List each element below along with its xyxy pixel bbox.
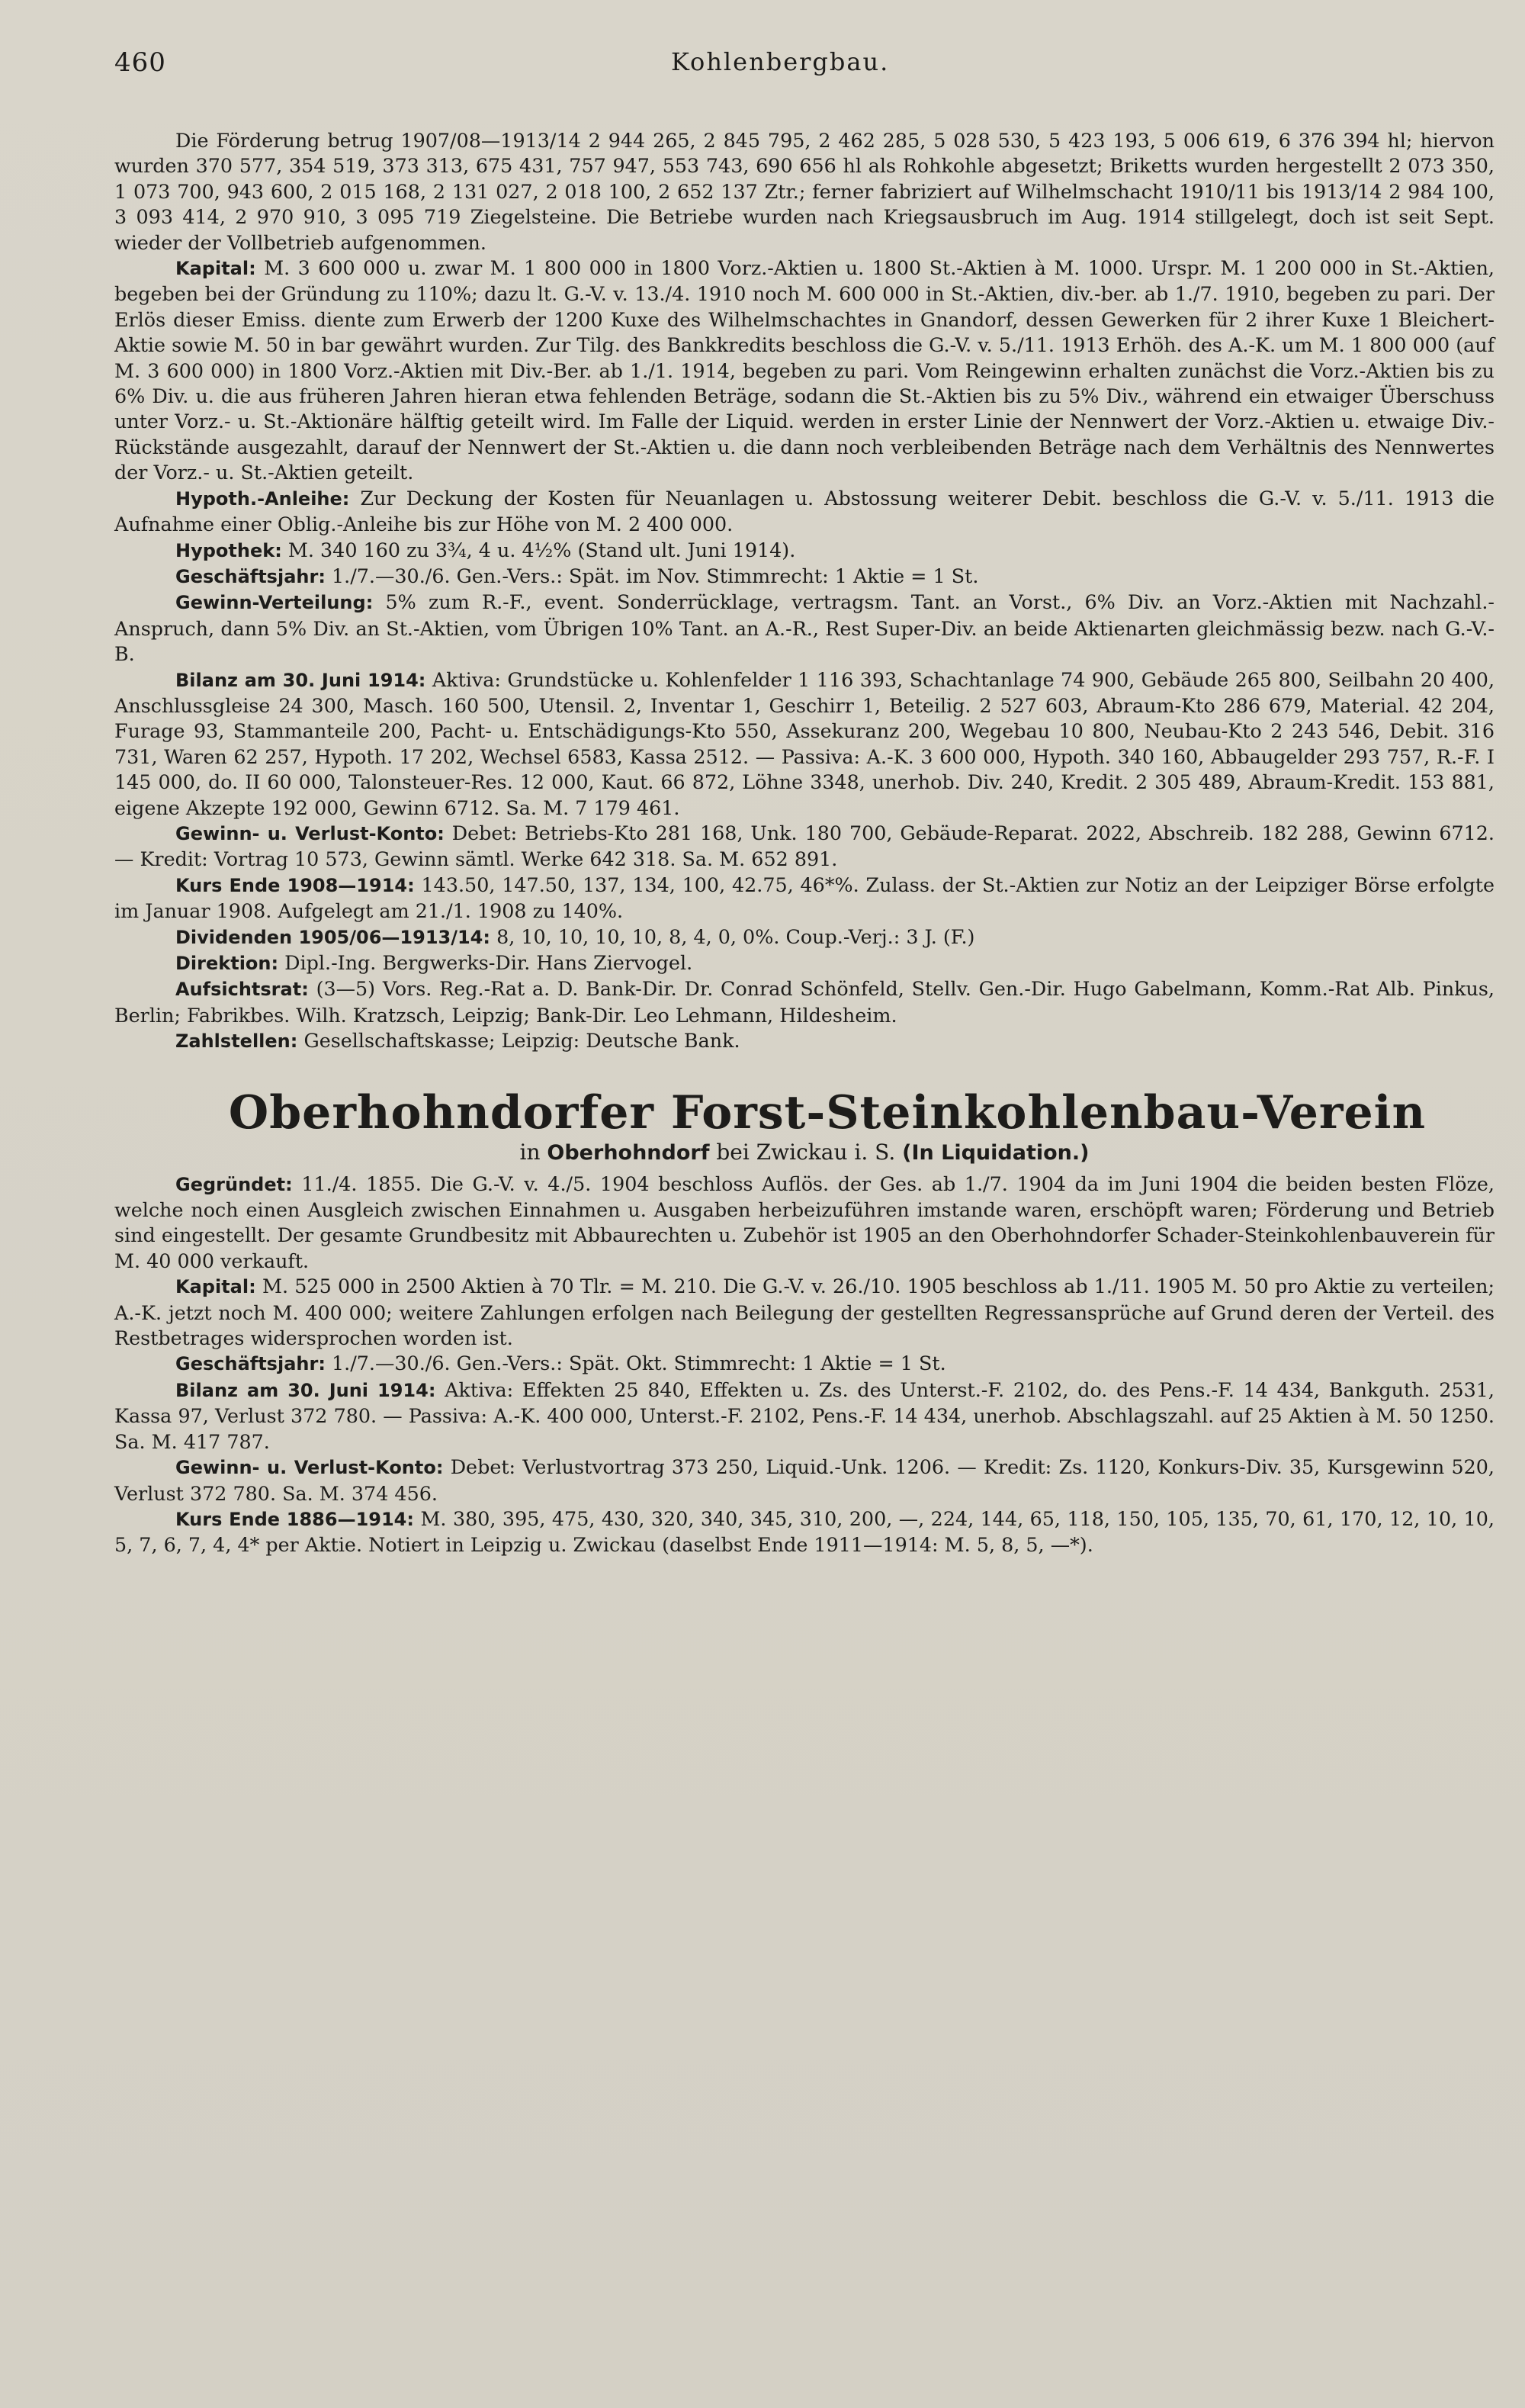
paragraph-hypoth-anleihe (114, 486, 1494, 538)
paragraph-aufsichtsrat (114, 976, 1494, 1028)
paragraph-text: 11./4. 1855. Die G.-V. v. 4./5. 1904 beschloss Auflös. der Ges. ab 1./7. 1904 da im Juni 1904 die beiden besten Flöze, welche noch einen Ausgleich zwischen Einnahmen u. Ausgaben herbeizuführen imstande waren, erschöpft waren; Förderung und Betrieb sind eingestellt. Der gesamte Grundbesitz mit Abbaurechten u. Zubehör ist 1905 an den Oberhohndorfer Schader-Steinkohlenbauverein für M. 40 000 verkauft. (114, 1172, 1494, 1272)
company-entry-2 (114, 1087, 1494, 1558)
subtitle-liquidation: (In Liquidation.) (902, 1140, 1090, 1165)
paragraph-gewinn-verlust (114, 1455, 1494, 1506)
paragraph-direktion (114, 950, 1494, 976)
company-subtitle (114, 1139, 1494, 1167)
paragraph-kapital (114, 256, 1494, 486)
paragraph-text: M. 340 160 zu 3¾, 4 u. 4½% (Stand ult. Juni 1914). (287, 538, 796, 561)
section-key: Gegründet: (175, 1173, 293, 1195)
section-key: Hypothek: (175, 539, 282, 561)
paragraph-text: 5% zum R.-F., event. Sonderrücklage, vertragsm. Tant. an Vorst., 6% Div. an Vorz.-Aktien mit Nachzahl.-Anspruch, dann 5% Div. an St.-Aktien, vom Übrigen 10% Tant. an A.-R., Rest Super-Div. an beide Aktienarten gleichmässig bezw. nach G.-V.-B. (114, 590, 1494, 666)
section-key: Kapital: (175, 258, 256, 280)
subtitle-location: bei Zwickau i. S. (716, 1139, 896, 1165)
paragraph-production (114, 128, 1494, 256)
section-key: Bilanz am 30. Juni 1914: (175, 669, 426, 691)
section-key: Direktion: (175, 953, 279, 974)
section-key: Kurs Ende 1908—1914: (175, 874, 415, 896)
paragraph-text: Die Förderung betrug 1907/08—1913/14 2 944 265, 2 845 795, 2 462 285, 5 028 530, 5 423 193, 5 006 619, 6 376 394 hl; hiervon wurden 370 577, 354 519, 373 313, 675 431, 757 947, 553 743, 690 656 hl als Rohkohle abgesetzt; Briketts wurden hergestellt 2 073 350, 1 073 700, 943 600, 2 015 168, 2 131 027, 2 018 100, 2 652 137 Ztr.; ferner fabriziert auf Wilhelmschacht 1910/11 bis 1913/14 2 984 100, 3 093 414, 2 970 910, 3 095 719 Ziegelsteine. Die Betriebe wurden nach Kriegsausbruch im Aug. 1914 stillgelegt, doch ist seit Sept. wieder der Vollbetrieb aufgenommen. (114, 129, 1494, 254)
section-key: Hypoth.-Anleihe: (175, 487, 350, 510)
company-entry-1 (114, 128, 1494, 1055)
section-key: Bilanz am 30. Juni 1914: (175, 1379, 436, 1401)
paragraph-gegruendet (114, 1172, 1494, 1275)
paragraph-text: Debet: Verlustvortrag 373 250, Liquid.-Unk. 1206. — Kredit: Zs. 1120, Konkurs-Div. 35, Kursgewinn 520, Verlust 372 780. Sa. M. 374 456. (114, 1455, 1494, 1505)
paragraph-text: 1./7.—30./6. Gen.-Vers.: Spät. Okt. Stimmrecht: 1 Aktie = 1 St. (332, 1352, 946, 1375)
paragraph-dividenden (114, 924, 1494, 950)
paragraph-text: Debet: Betriebs-Kto 281 168, Unk. 180 700, Gebäude-Reparat. 2022, Abschreib. 182 288, Gewinn 6712. — Kredit: Vortrag 10 573, Gewinn sämtl. Werke 642 318. Sa. M. 652 891. (114, 821, 1495, 871)
paragraph-bilanz (114, 1378, 1494, 1455)
paragraph-text: M. 525 000 in 2500 Aktien à 70 Tlr. = M. 210. Die G.-V. v. 26./10. 1905 beschloss ab 1./11. 1905 M. 50 pro Aktie zu verteilen; A.-K. jetzt noch M. 400 000; weitere Zahlungen erfolgen nach Beilegung der gestellten Regressansprüche auf Grund deren der Verteil. des Restbetrages widersprochen worden ist. (114, 1275, 1494, 1350)
paragraph-text: M. 380, 395, 475, 430, 320, 340, 345, 310, 200, —, 224, 144, 65, 118, 150, 105, 135, 70, 61, 170, 12, 10, 10, 5, 7, 6, 7, 4, 4* per Aktie. Notiert in Leipzig u. Zwickau (daselbst Ende 1911—1914: M. 5, 8, 5, —*). (114, 1506, 1495, 1557)
paragraph-zahlstellen (114, 1028, 1494, 1054)
section-key: Geschäftsjahr: (175, 565, 326, 587)
paragraph-kurs (114, 873, 1494, 924)
paragraph-gewinn-verlust (114, 821, 1494, 873)
paragraph-text: Aktiva: Grundstücke u. Kohlenfelder 1 116 393, Schachtanlage 74 900, Gebäude 265 800, Seilbahn 20 400, Anschlussgleise 24 300, Masch. 160 500, Utensil. 2, Inventar 1, Geschirr 1, Beteilig. 2 527 603, Abraum-Kto 286 679, Material. 42 204, Furage 93, Stammanteile 200, Pacht- u. Entschädigungs-Kto 550, Assekuranz 200, Wegebau 10 800, Neubau-Kto 2 243 546, Debit. 316 731, Waren 62 257, Hypoth. 17 202, Wechsel 6583, Kassa 2512. — Passiva: A.-K. 3 600 000, Hypoth. 340 160, Abbaugelder 293 757, R.-F. I 145 000, do. II 60 000, Talonsteuer-Res. 12 000, Kaut. 66 872, Löhne 3348, unerhob. Div. 240, Kredit. 2 305 489, Abraum-Kredit. 153 881, eigene Akzepte 192 000, Gewinn 6712. Sa. M. 7 179 461. (114, 667, 1495, 819)
page-number: 460 (114, 47, 166, 78)
paragraph-geschaeftsjahr (114, 1351, 1494, 1377)
paragraph-text: Gesellschaftskasse; Leipzig: Deutsche Bank. (303, 1029, 740, 1053)
subtitle-in: in (519, 1139, 541, 1165)
section-key: Gewinn- u. Verlust-Konto: (175, 1457, 444, 1479)
section-key: Zahlstellen: (175, 1030, 298, 1053)
paragraph-geschaeftsjahr (114, 564, 1494, 590)
company-title: Oberhohndorfer Forst-Steinkohlenbau-Verein (228, 1085, 1427, 1140)
paragraph-kurs (114, 1506, 1494, 1558)
section-key: Gewinn- u. Verlust-Konto: (175, 822, 445, 844)
page-header (114, 47, 1494, 85)
paragraph-text: Dipl.-Ing. Bergwerks-Dir. Hans Ziervogel. (284, 951, 693, 974)
paragraph-bilanz (114, 667, 1494, 821)
paragraph-hypothek (114, 538, 1494, 564)
paragraph-text: Aktiva: Effekten 25 840, Effekten u. Zs. des Unterst.-F. 2102, do. des Pens.-F. 14 434, Bankguth. 2531, Kassa 97, Verlust 372 780. — Passiva: A.-K. 400 000, Unterst.-F. 2102, Pens.-F. 14 434, unerhob. Abschlagszahl. auf 25 Aktien à M. 50 1250. Sa. M. 417 787. (114, 1378, 1494, 1453)
paragraph-text: Zur Deckung der Kosten für Neuanlagen u. Abstossung weiterer Debit. beschloss die G.-V. v. 5./11. 1913 die Aufnahme einer Oblig.-Anleihe bis zur Höhe von M. 2 400 000. (114, 486, 1494, 536)
paragraph-text: 143.50, 147.50, 137, 134, 100, 42.75, 46*%. Zulass. der St.-Aktien zur Notiz an der Leipziger Börse erfolgte im Januar 1908. Aufgelegt am 21./1. 1908 zu 140%. (114, 873, 1494, 923)
paragraph-gewinn-verteilung (114, 590, 1494, 667)
subtitle-place: Oberhohndorf (547, 1140, 710, 1165)
section-key: Gewinn-Verteilung: (175, 592, 374, 614)
section-key: Kurs Ende 1886—1914: (175, 1508, 414, 1530)
section-key: Dividenden 1905/06—1913/14: (175, 926, 490, 948)
paragraph-text: (3—5) Vors. Reg.-Rat a. D. Bank-Dir. Dr. Conrad Schönfeld, Stellv. Gen.-Dir. Hugo Gabelmann, Komm.-Rat Alb. Pinkus, Berlin; Fabrikbes. Wilh. Kratzsch, Leipzig; Bank-Dir. Leo Lehmann, Hildesheim. (114, 977, 1495, 1027)
paragraph-text: 1./7.—30./6. Gen.-Vers.: Spät. im Nov. Stimmrecht: 1 Aktie = 1 St. (332, 564, 979, 587)
paragraph-text: 8, 10, 10, 10, 10, 8, 4, 0, 0%. Coup.-Verj.: 3 J. (F.) (496, 924, 975, 948)
paragraph-kapital (114, 1274, 1494, 1351)
section-key: Kapital: (175, 1276, 256, 1298)
running-head: Kohlenbergbau. (671, 47, 890, 76)
paragraph-text: M. 3 600 000 u. zwar M. 1 800 000 in 1800 Vorz.-Aktien u. 1800 St.-Aktien à M. 1000. Urspr. M. 1 200 000 in St.-Aktien, begeben bei der Gründung zu 110%; dazu lt. G.-V. v. 13./4. 1910 noch M. 600 000 in St.-Aktien, div.-ber. ab 1./7. 1910, begeben zu pari. Der Erlös dieser Emiss. diente zum Erwerb der 1200 Kuxe des Wilhelmschachtes in Gnandorf, dessen Gewerken für 2 ihrer Kuxe 1 Bleichert-Aktie sowie M. 50 in bar gewährt wurden. Zur Tilg. des Bankkredits beschloss die G.-V. v. 5./11. 1913 Erhöh. des A.-K. um M. 1 800 000 (auf M. 3 600 000) in 1800 Vorz.-Aktien mit Div.-Ber. ab 1./1. 1914, begeben zu pari. Vom Reingewinn erhalten zunächst die Vorz.-Aktien bis zu 6% Div. u. die aus früheren Jahren hieran etwa fehlenden Beträge, sodann die St.-Aktien bis zu 5% Div., während ein etwaiger Überschuss unter Vorz.- u. St.-Aktionäre hälftig geteilt wird. Im Falle der Liquid. werden in erster Linie der Nennwert der Vorz.-Aktien u. etwaige Div.-Rückstände ausgezahlt, darauf der Nennwert der St.-Aktien u. die dann noch verbleibenden Beträge nach dem Verhältnis des Nennwertes der Vorz.- u. St.-Aktien geteilt. (114, 256, 1494, 484)
section-key: Aufsichtsrat: (175, 979, 309, 1001)
section-key: Geschäftsjahr: (175, 1353, 326, 1375)
